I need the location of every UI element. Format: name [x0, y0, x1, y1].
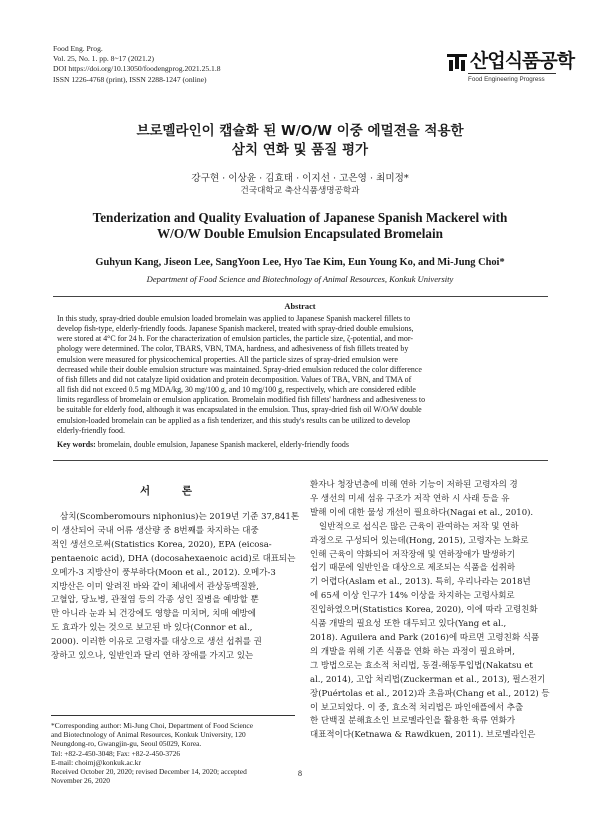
abstract-line: emulsion were measured for physicochemical properties. All the particle sizes of spray-dried emulsion were: [57, 354, 398, 364]
keywords: [57, 440, 547, 449]
left-column-body: [51, 511, 300, 664]
body-line: 장하고 있으나, 일반인과 달리 연하 장애를 가지고 있는: [51, 651, 254, 662]
footnote-line: Neungdong-ro, Gwangjin-gu, Seoul 05029, Korea.: [51, 739, 202, 749]
body-line: 삼치(Scomberomours niphonius)는 2019년 기준 37,841톤: [60, 512, 300, 522]
abstract-body: [57, 314, 547, 436]
body-line: 한 단백질 분해효소인 브로멜라인을 활용한 육류 연화가: [310, 716, 516, 727]
journal-logo-text: 산업식품공학: [470, 50, 575, 72]
korean-affiliation: 건국대학교 축산식품생명공학과: [240, 186, 360, 196]
abstract-line: develop fish-type, elderly-friendly foods. Japanese Spanish mackerel, treated with spray-dried double emulsions,: [57, 324, 414, 334]
footnote-line: Tel: +82-2-450-3048; Fax: +82-2-450-3726: [51, 748, 181, 758]
right-column-body: [310, 479, 550, 743]
body-line: 이 보고되었다. 이 중, 효소적 처리법은 파인애플에서 추출: [310, 702, 524, 713]
body-line: 지방산은 이미 알려진 바와 같이 체내에서 관상동맥질환,: [51, 581, 259, 592]
abstract-line: be suitable for elderly food, although it was encapsulated in the emulsion. Thus, spray-dried fish oil W/O/W double: [57, 405, 422, 415]
journal-doi: DOI https://doi.org/10.13050/foodengprog.2021.25.1.8: [53, 64, 221, 74]
body-line: 에 65세 이상 인구가 14% 이상을 차지하는 고령사회로: [310, 591, 515, 602]
abstract-top-rule: [53, 296, 548, 297]
abstract-line: elderly-friendly food.: [57, 425, 125, 435]
journal-logo-subtitle: Food Engineering Progress: [468, 76, 545, 83]
body-line: 의 개발을 위해 기존 식품을 연화 하는 과정이 필요하며,: [310, 646, 515, 657]
body-line: al., 2014), 고압 처리법(Zuckerman et al., 2013), 펄스전기: [310, 674, 546, 685]
footnote-line: E-mail: choimj@konkuk.ac.kr: [51, 757, 141, 767]
journal-issn: ISSN 1226-4768 (print), ISSN 2288-1247 (online): [53, 74, 207, 84]
abstract-line: In this study, spray-dried double emulsion loaded bromelain was applied to Japanese Spanish mackerel fillets to: [57, 314, 411, 323]
body-line: 이 생산되어 국내 어류 생산량 중 8번째를 차지하는 대중: [51, 525, 259, 536]
body-line: 발해 이에 대한 물성 개선이 필요하다(Nagai et al., 2010).: [310, 507, 534, 518]
abstract-line: decreased while their double emulsion structure was maintained. Spray-dried emulsion reduced the color difference: [57, 364, 422, 374]
footnote-line: and Biotechnology of Animal Resources, Konkuk University, 120: [51, 730, 246, 740]
abstract-bottom-rule: [53, 460, 548, 461]
abstract-line: of fish fillets and did not catalyze lipid oxidation and protein decomposition. Values of TBA, VBN, and TMA of: [57, 374, 412, 384]
english-affiliation: Department of Food Science and Biotechnology of Animal Resources, Konkuk University: [146, 274, 454, 284]
korean-title-line-1: 브로멜라인이 캡슐화 된 W/O/W 이중 에멀젼을 적용한: [136, 123, 464, 139]
body-line: 오메가-3 지방산이 풍부하다(Moon et al., 2012). 오메가-3: [51, 567, 276, 578]
keywords-label: Key words:: [57, 440, 96, 449]
body-line: 2000). 이러한 이유로 고령자를 대상으로 생선 섭취를 권: [51, 637, 262, 648]
abstract-heading: Abstract: [284, 302, 316, 311]
page-number: 8: [298, 769, 302, 778]
abstract-line: were stored at 4°C for 24 h. For the characterization of emulsion particles, the particle size, ζ-potential, and mor-: [57, 334, 413, 344]
body-line: 그 방법으로는 효소적 처리법, 동결-해동투입법(Nakatsu et: [310, 660, 533, 671]
body-line: 적인 생선으로써(Statistics Korea, 2020), EPA (eicosa-: [51, 539, 272, 550]
logo-divider: [468, 73, 556, 74]
korean-authors: 강구현 · 이상윤 · 김효태 · 이지선 · 고은영 · 최미정*: [191, 173, 409, 184]
body-line: 진입하였으며(Statistics Korea, 2020), 이에 따라 고령친화: [310, 605, 538, 616]
journal-logo: [446, 46, 575, 88]
body-line: 인해 근육이 약화되어 저작장애 및 연하장애가 발생하기: [310, 549, 516, 560]
body-line: 만 아니라 눈과 뇌 건강에도 영향을 미치며, 치매 예방에: [51, 609, 256, 620]
journal-logo-mark-icon: [446, 52, 468, 74]
journal-meta: [53, 44, 221, 85]
intro-section-heading: 서 론: [140, 485, 206, 497]
body-line: 장(Puértolas et al., 2012)과 초음파(Chang et al., 2012) 등: [310, 688, 550, 699]
body-line: 쉽기 때문에 일반인을 대상으로 제조되는 식품을 섭취하: [310, 563, 516, 574]
body-line: 과정으로 구성되어 있는데(Hong, 2015), 고령자는 노화로: [310, 535, 529, 546]
english-authors: Guhyun Kang, Jiseon Lee, SangYoon Lee, Hyo Tae Kim, Eun Young Ko, and Mi-Jung Choi*: [95, 257, 505, 268]
body-line: 대표적이다(Ketnawa & Rawdkuen, 2011). 브로멜라인은: [310, 730, 536, 741]
abstract-line: emulsion-loaded bromelain can be applied as a fish tenderizer, and this study's results can be utilized to develop: [57, 415, 411, 425]
keywords-text: bromelain, double emulsion, Japanese Spanish mackerel, elderly-friendly foods: [97, 440, 349, 449]
body-line: 환자나 청장년층에 비해 연하 기능이 저하된 고령자의 경: [310, 480, 518, 490]
abstract-line: limits regardless of bromelain or emulsion application. Bromelain modified fish fillets' hardness and adhesiveness to: [57, 395, 426, 405]
body-line: 우 생선의 미세 섬유 구조가 저작 연하 시 사래 등을 유: [310, 493, 510, 504]
body-line: 기 어렵다(Aslam et al., 2013). 특히, 우리나라는 2018년: [310, 577, 531, 588]
body-line: 2018). Aguilera and Park (2016)에 따르면 고령친화 식품: [310, 632, 540, 643]
footnote-line: *Corresponding author: Mi-Jung Choi, Department of Food Science: [51, 721, 253, 730]
journal-name: Food Eng. Prog.: [53, 44, 103, 53]
body-line: 고혈압, 당뇨병, 관절염 등의 각종 성인 질병을 예방할 뿐: [51, 595, 259, 606]
body-line: 도 효과가 있는 것으로 보고된 바 있다(Connor et al.,: [51, 623, 253, 634]
korean-title-line-2: 삼치 연화 및 품질 평가: [231, 142, 369, 158]
footnote-line: November 26, 2020: [51, 776, 110, 786]
body-line: pentaenoic acid), DHA (docosahexaenoic acid)로 대표되는: [51, 553, 296, 564]
body-line: 일반적으로 섭식은 많은 근육이 관여하는 저작 및 연하: [319, 521, 519, 532]
footnote-rule: [51, 715, 295, 716]
body-line: 식품 개발의 필요성 또한 대두되고 있다(Yang et al.,: [310, 619, 507, 630]
footnote-line: Received October 20, 2020; revised December 14, 2020; accepted: [51, 767, 247, 777]
journal-volume: Vol. 25, No. 1. pp. 8~17 (2021.2): [53, 54, 154, 64]
english-title-line-2: W/O/W Double Emulsion Encapsulated Bromelain: [156, 226, 444, 241]
abstract-line: all fish did not exceed 0.5 mg MDA/kg, 30 mg/100 g, and 10 mg/100 g, respectively, which are considered edible: [57, 385, 416, 395]
english-title-line-1: Tenderization and Quality Evaluation of Japanese Spanish Mackerel with: [92, 210, 508, 225]
abstract-line: phology were determined. The color, TBARS, VBN, TMA, hardness, and adhesiveness of fish fillets treated by: [57, 344, 409, 354]
